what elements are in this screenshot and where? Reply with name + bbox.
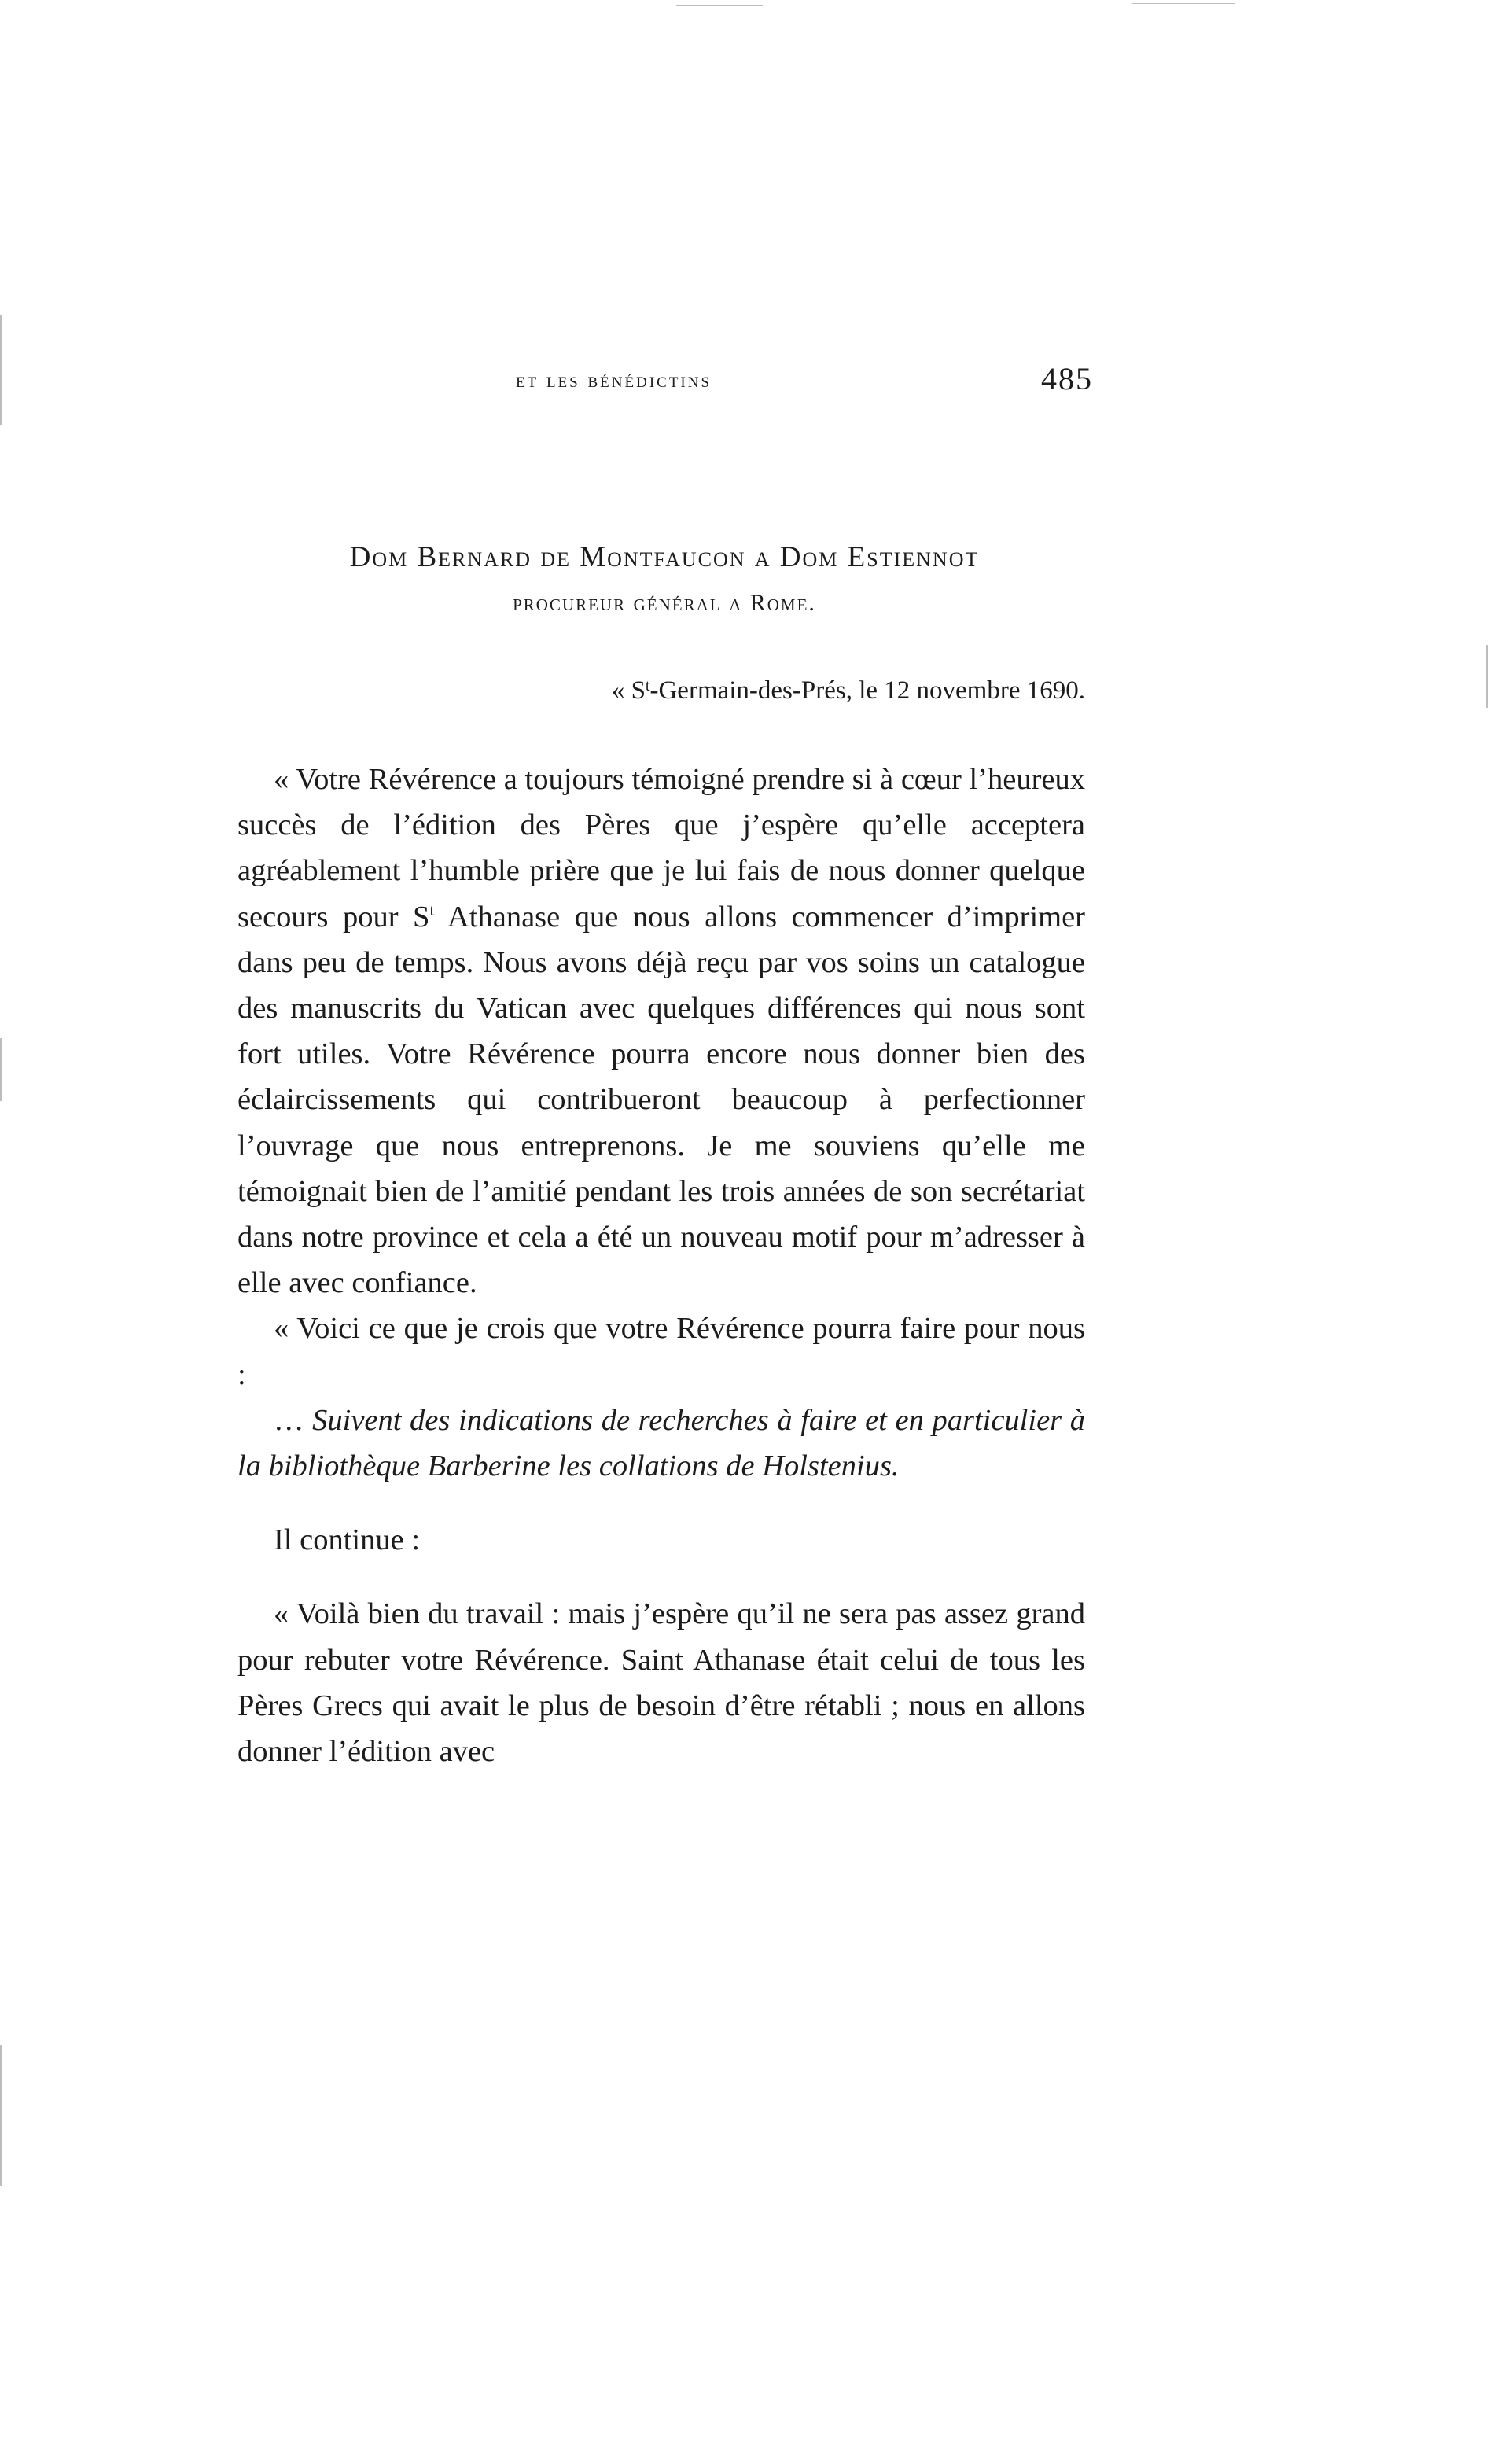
paragraph-3-italic: Suivent des indications de recherches à faire et en particulier à la bibliothèque Barberine les collations de Holstenius. [237, 1403, 1086, 1483]
page-number: 485 [1041, 361, 1093, 396]
scan-edge-mark [0, 2045, 2, 2186]
letter-body [237, 757, 1085, 1774]
paragraph-1-part-b: Athanase que nous allons commencer d’imprimer dans peu de temps. Nous avons déjà reçu par vos soins un catalogue des manuscrits du Vatican avec quelques différences qui nous sont fort utiles. Votre Révérence pourra encore nous donner bien des éclaircissements qui contribueront beaucoup à perfectionner l’ouvrage que nous entreprenons. Je me souviens qu’elle me témoignait bien de l’amitié pendant les trois années de son secrétariat dans notre province et cela a été un nouveau motif pour m’adresser à elle avec confiance. [237, 900, 1086, 1300]
heading-line-1: Dom Bernard de Montfaucon a Dom Estiennot [349, 541, 980, 573]
dateline [612, 676, 1085, 705]
heading-line-2: procureur général a Rome. [513, 590, 816, 616]
scan-edge-mark [676, 5, 763, 6]
running-title: et les bénédictins [516, 368, 712, 392]
spacer [237, 1563, 1085, 1591]
paragraph-3-prefix: … [274, 1403, 313, 1437]
dateline-rest: -Germain-des-Prés, le 12 novembre 1690. [649, 676, 1085, 705]
paragraph-2: « Voici ce que je crois que votre Révérence pourra faire pour nous : [237, 1312, 1085, 1391]
letter-heading [236, 535, 1093, 626]
paragraph-1-superscript: t [429, 899, 435, 919]
paragraph-3 [237, 1398, 1085, 1489]
scan-edge-mark [0, 1038, 2, 1101]
running-header [236, 361, 1093, 400]
paragraph-1 [237, 757, 1085, 1306]
dateline-open: « S [611, 676, 646, 705]
spacer [237, 1489, 1085, 1517]
paragraph-1-part-a: « Votre Révérence a toujours témoigné prendre si à cœur l’heureux succès de l’édition des Pères que j’espère qu’elle acceptera agréablement l’humble prière que je lui fais de nous donner quelque secours pour S [237, 763, 1085, 934]
scan-edge-mark [1132, 3, 1235, 4]
scan-edge-mark [1486, 645, 1488, 708]
scan-edge-mark [0, 315, 2, 425]
paragraph-4: Il continue : [274, 1523, 421, 1557]
paragraph-5: « Voilà bien du travail : mais j’espère qu’il ne sera pas assez grand pour rebuter votre Révérence. Saint Athanase était celui de tous les Pères Grecs qui avait le plus de besoin d’être rétabli ; nous en allons donner l’édition avec [237, 1597, 1085, 1769]
dateline-superscript: t [645, 677, 650, 694]
